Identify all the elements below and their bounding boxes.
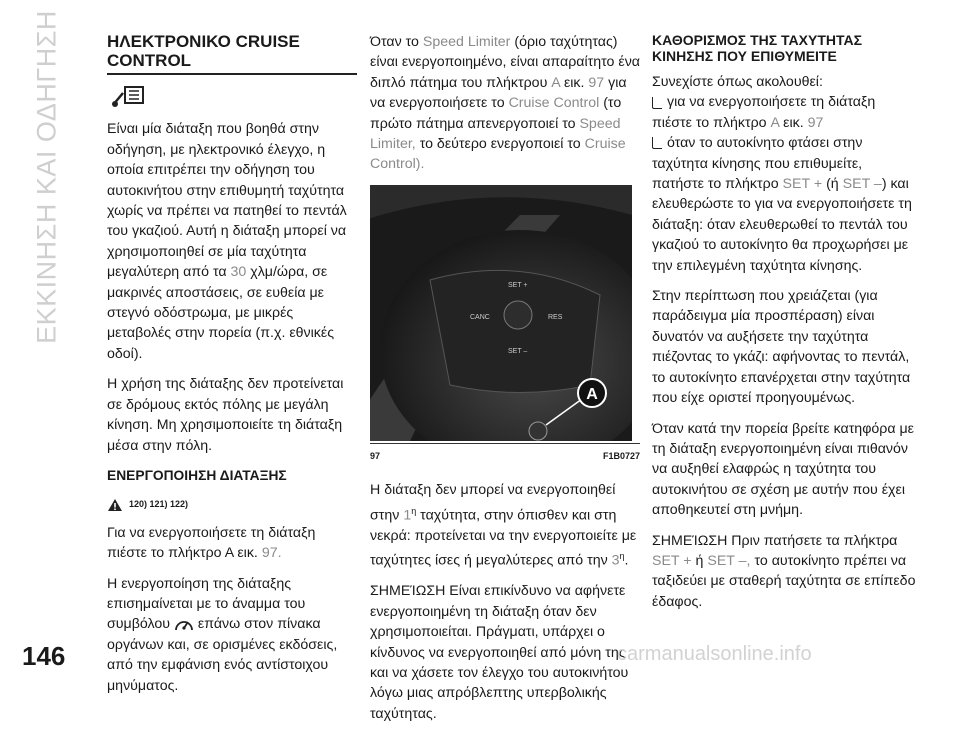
speed-limiter-paragraph: Όταν το Speed Limiter (όριο ταχύτητας) είναι ενεργοποιημένο, είναι απαραίτητο ένα διπλό πάτημα του πλήκτρου A εικ. 97 για να ενεργοποιήσετε το Cruise Control (το πρώτο πάτημα απενεργοποιεί το Speed Limiter, το δεύτερο ενεργοποιεί το Cruise Control). — [370, 34, 640, 173]
callout-label: A — [586, 385, 598, 403]
wheel-label-set-plus: SET + — [508, 281, 528, 289]
section-heading-speed: ΚΑΘΟΡΙΣΜΟΣ ΤΗΣ ΤΑΧΥΤΗΤΑΣ ΚΙΝΗΣΗΣ ΠΟΥ ΕΠΙΘΥΜΕΙΤΕ — [652, 32, 863, 64]
subheading-activation: ΕΝΕΡΓΟΠΟΙΗΣΗ ΔΙΑΤΑΞΗΣ — [107, 467, 287, 483]
note-paragraph: ΣΗΜΕΊΩΣΗ Είναι επικίνδυνο να αφήνετε ενεργοποιημένη τη διάταξη όταν δεν χρησιμοποιείται. Πράγματι, υπάρχει ο κίνδυνος να ενεργοποιηθεί από μόνη της και να χάσετε τον έλεγχο του αυτοκινήτου λόγω μιας απρόβλεπτης υπερβολικής ταχύτητας. — [370, 583, 629, 722]
column-3 — [652, 32, 917, 622]
section-heading: ΗΛΕΚΤΡΟΝΙΚΟ CRUISE CONTROL — [107, 32, 300, 70]
downhill-paragraph: Όταν κατά την πορεία βρείτε κατηφόρα με τη διάταξη ενεργοποιημένη είναι πιθανόν να αυξηθεί ελαφρώς η ταχύτητα του αυτοκινήτου σε σχέση με αυτήν που έχει αποθηκευτεί στη μνήμη. — [652, 420, 914, 519]
activation-indicator-paragraph: Η ενεργοποίηση της διάταξης επισημαίνεται με το άναμμα του συμβόλου επάνω στον πίνακα οργάνων και, σε ορισμένες εκδόσεις, από την εμφάνιση ενός αντίστοιχου μηνύματος. — [107, 575, 338, 694]
step-1: για να ενεργοποιήσετε τη διάταξη πιέστε το πλήκτρο A εικ. 97 — [652, 94, 876, 131]
figure-code: F1B0727 — [602, 450, 640, 461]
steering-wheel-figure — [370, 185, 632, 441]
warning-triangle-icon — [107, 498, 123, 512]
instructions-intro: Συνεχίστε όπως ακολουθεί: — [652, 74, 823, 90]
activation-paragraph: Για να ενεργοποιήσετε τη διάταξη πιέστε το πλήκτρο Α εικ. 97. — [107, 524, 316, 562]
speedometer-icon — [174, 617, 194, 633]
warning-references: 120) 121) 122) — [107, 494, 357, 514]
wheel-label-set-minus: SET – — [508, 347, 528, 355]
wheel-label-res: RES — [548, 313, 563, 321]
wheel-label-canc: CANC — [470, 313, 490, 321]
page-number: 146 — [22, 641, 66, 671]
note-set-paragraph: ΣΗΜΕΊΩΣΗ Πριν πατήσετε τα πλήκτρα SET + ή SET –, το αυτοκίνητο πρέπει να ταξιδεύει με σταθερή ταχύτητα σε επίπεδο έδαφος. — [652, 532, 916, 610]
column-1 — [107, 32, 357, 706]
section-side-tab: ΕΚΚΙΝΗΣΗ ΚΑΙ ΟΔΗΓΗΣΗ — [31, 10, 62, 344]
step-bullet-icon — [652, 97, 662, 109]
overtake-paragraph: Στην περίπτωση που χρειάζεται (για παράδειγμα μία προσπέραση) είναι δυνατόν να αυξήσετε την ταχύτητα πιέζοντας το γκάζι: αφήνοντας το πεντάλ, το αυτοκίνητο επανέρχεται στην ταχύτητα που είχε οριστεί προηγουμένως. — [652, 288, 911, 407]
watermark: carmanualsonline.info — [617, 643, 812, 665]
column-2 — [370, 32, 640, 734]
figure-caption-bar — [370, 443, 640, 466]
intro-paragraph: Είναι μία διάταξη που βοηθά στην οδήγηση, με ηλεκτρονικό έλεγχο, η οποία επιτρέπει την οδήγηση του αυτοκινήτου στην επιθυμητή ταχύτητα χωρίς να πρέπει να πατηθεί το πεντάλ του γκαζιού. Αυτή η διάταξη μπορεί να χρησιμοποιηθεί σε μία ταχύτητα μεγαλύτερη από τα 30 χλμ/ώρα, σε μακρινές αποστάσεις, σε ευθεία με στεγνό οδόστρωμα, με μικρές μεταβολές στην πορεία (π.χ. εθνικές οδοί). — [107, 121, 347, 362]
heading-rule — [107, 73, 357, 75]
gear-restriction-paragraph: Η διάταξη δεν μπορεί να ενεργοποιηθεί στην $1^\eta$ ταχύτητα, στην όπισθεν και στη νεκρά: προτείνεται να την ενεργοποιείτε με ταχύτητες ίσες ή μεγαλύτερες από την $3^\eta$. — [370, 482, 637, 569]
step-bullet-icon — [652, 137, 662, 149]
manual-reference-icon — [111, 85, 357, 115]
usage-paragraph: Η χρήση της διάταξης δεν προτείνεται σε δρόμους εκτός πόλης με μεγάλη κίνηση. Μη χρησιμοποιείτε τη διάταξη μέσα στην πόλη. — [107, 376, 344, 454]
step-2: όταν το αυτοκίνητο φτάσει στην ταχύτητα κίνησης που επιθυμείτε, πατήστε το πλήκτρο SET + (ή SET –) και ελευθερώστε το για να ενεργοποιήσετε τη διάταξη: όταν ελευθερωθεί το πεντάλ του γκαζιού το αυτοκίνητο θα προχωρήσει με την επιλεγμένη ταχύτητα κίνησης. — [652, 135, 912, 274]
figure-number: 97 — [370, 450, 381, 461]
